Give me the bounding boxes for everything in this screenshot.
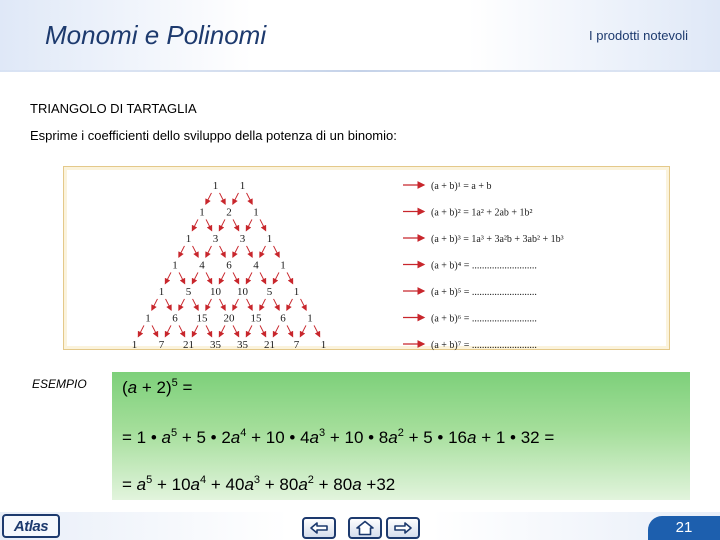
triangle-arrow [152,325,158,336]
triangle-arrow [274,246,280,257]
example-equation-line-2 [122,427,554,448]
binomial-expansion: (a + b)⁴ = .......................... [431,260,537,272]
triangle-coefficient: 1 [158,286,165,298]
triangle-arrow [247,246,253,257]
triangle-arrow [220,193,226,204]
triangle-arrow [166,299,172,310]
arrow-right-icon [393,521,413,535]
triangle-arrow [287,325,293,336]
triangle-arrow [206,299,212,310]
triangle-arrow [246,219,252,230]
eq2-token: 2 [397,427,404,439]
back-button[interactable] [302,517,336,539]
triangle-arrow [192,272,198,283]
eq3-token: a [136,475,147,494]
triangle-arrow [233,272,239,283]
triangle-coefficient: 20 [223,312,235,325]
tartaglia-triangle-figure [64,167,671,351]
eq1-variable: a [127,378,138,397]
triangle-coefficient: 1 [131,339,138,351]
eq3-token: a [244,475,254,494]
triangle-arrow [247,299,253,310]
eq3-token: 2 [307,474,314,486]
triangle-coefficient: 6 [280,312,286,325]
triangle-arrow [179,299,185,310]
triangle-arrow [206,193,212,204]
triangle-coefficient: 35 [237,339,248,351]
triangle-coefficient: 1 [172,259,178,272]
triangle-arrow [233,246,239,257]
triangle-arrow [260,299,266,310]
triangle-arrow [219,272,225,283]
triangle-arrow [246,272,252,283]
eq1-exponent: 5 [171,377,178,389]
triangle-arrow [233,299,239,310]
triangle-arrow [260,219,266,230]
triangle-arrow [246,325,252,336]
eq1-tail: = [177,378,193,397]
binomial-expansion: (a + b)⁶ = .......................... [431,313,537,325]
triangle-coefficient: 5 [266,286,273,298]
triangle-coefficient: 1 [185,233,192,245]
triangle-coefficient: 21 [264,339,275,351]
home-button[interactable] [348,517,382,539]
eq2-token: + 10 • 8 [325,428,389,447]
example-equation-line-1: $(a + 2)^5$ = [122,377,193,397]
triangle-arrow [152,299,158,310]
eq2-token: + 1 • 32 = [476,428,555,447]
triangle-coefficient: 1 [253,206,259,219]
eq3-token: = [122,475,137,494]
triangle-coefficient: 1 [266,233,273,245]
triangle-arrow [287,299,293,310]
triangle-coefficient: 6 [226,259,232,272]
triangle-arrow [300,325,306,336]
example-equation-line-3 [122,474,395,495]
eq3-token: + 80 [260,475,299,494]
triangle-coefficient: 3 [212,233,219,245]
triangle-coefficient: 4 [199,259,205,272]
eq3-token: 4 [200,474,207,486]
triangle-arrow [206,272,212,283]
triangle-coefficient: 15 [250,312,262,325]
triangle-arrow [287,272,293,283]
triangle-arrow [206,219,212,230]
binomial-expansion: (a + b)⁵ = .......................... [431,287,537,298]
triangle-coefficient: 15 [196,312,208,325]
triangle-arrow [206,246,212,257]
triangle-arrow [206,325,212,336]
triangle-arrow [165,272,171,283]
eq2-token: 4 [240,427,247,439]
triangle-coefficient: 35 [210,339,221,351]
page-subtitle: Esprime i coefficienti dello sviluppo della potenza di un binomio: [30,128,397,143]
triangle-coefficient: 1 [293,286,300,298]
triangle-coefficient: 1 [239,180,246,192]
triangle-arrow [260,272,266,283]
eq2-token: = 1 • [122,428,162,447]
home-icon [355,520,375,536]
triangle-arrow [260,246,266,257]
triangle-arrow [314,325,320,336]
eq3-token: +32 [361,475,396,494]
example-label: ESEMPIO [32,377,87,391]
arrow-left-icon [309,521,329,535]
triangle-coefficient: 1 [280,259,286,272]
triangle-coefficient: 1 [307,312,313,325]
eq2-token: a [161,428,171,447]
triangle-arrow [219,219,225,230]
eq3-token: + 10 [152,475,191,494]
app-title: Monomi e Polinomi [45,20,267,50]
eq2-token: 3 [319,427,326,439]
eq3-token: + 40 [206,475,245,494]
triangle-arrow [219,325,225,336]
triangle-arrow [193,299,199,310]
eq2-token: 5 [170,427,178,439]
triangle-arrow [192,325,198,336]
triangle-coefficient: 1 [145,312,151,325]
triangle-coefficient: 7 [293,339,300,351]
triangle-coefficient: 5 [185,286,192,298]
triangle-arrow [233,193,239,204]
binomial-expansion: (a + b)² = 1a² + 2ab + 1b² [431,207,533,219]
triangle-coefficient: 10 [237,286,248,298]
eq3-token: a [190,475,201,494]
page-heading: TRIANGOLO DI TARTAGLIA [30,101,197,116]
eq3-token: 5 [146,474,153,486]
tartaglia-triangle-panel [63,166,670,350]
triangle-arrow [233,219,239,230]
forward-button[interactable] [386,517,420,539]
triangle-arrow [193,246,199,257]
triangle-arrow [247,193,253,204]
atlas-logo [2,514,60,538]
triangle-arrow [273,272,279,283]
eq3-token: a [298,475,308,494]
eq2-token: a [388,428,398,447]
section-title: I prodotti notevoli [588,28,688,43]
triangle-arrow [179,272,185,283]
eq2-token: + 10 • 4 [246,428,310,447]
eq2-token: a [309,428,319,447]
triangle-coefficient: 6 [172,312,178,325]
triangle-coefficient: 1 [212,180,219,192]
binomial-expansion: (a + b)⁷ = .......................... [431,340,537,351]
eq2-token: + 5 • 2 [177,428,231,447]
eq2-token: a [467,428,477,447]
triangle-arrow [301,299,307,310]
eq1-rest: + 2) [137,378,172,397]
triangle-arrow [220,299,226,310]
triangle-arrow [192,219,198,230]
triangle-arrow [220,246,226,257]
logo-text: Atlas [13,517,49,535]
eq2-token: + 5 • 16 [403,428,467,447]
header-bar [0,0,720,72]
binomial-expansion: (a + b)¹ = a + b [431,181,492,192]
triangle-arrow [165,325,171,336]
triangle-coefficient: 4 [253,259,259,272]
triangle-arrow [179,246,185,257]
triangle-coefficient: 21 [183,339,194,351]
eq2-token: a [230,428,241,447]
triangle-arrow [179,325,185,336]
page-number: 21 [648,516,720,540]
triangle-coefficient: 1 [320,339,327,351]
eq3-token: + 80 [313,475,353,494]
triangle-coefficient: 1 [199,206,205,219]
triangle-arrow [233,325,239,336]
triangle-arrow [274,299,280,310]
triangle-coefficient: 7 [158,339,165,351]
triangle-coefficient: 2 [226,206,232,219]
triangle-coefficient: 3 [239,233,246,245]
triangle-arrow [273,325,279,336]
triangle-coefficient: 10 [210,286,221,298]
triangle-arrow [138,325,144,336]
triangle-arrow [260,325,266,336]
eq3-token: a [352,475,362,494]
binomial-expansion: (a + b)³ = 1a³ + 3a²b + 3ab² + 1b³ [431,234,564,245]
eq3-token: 3 [253,474,261,486]
